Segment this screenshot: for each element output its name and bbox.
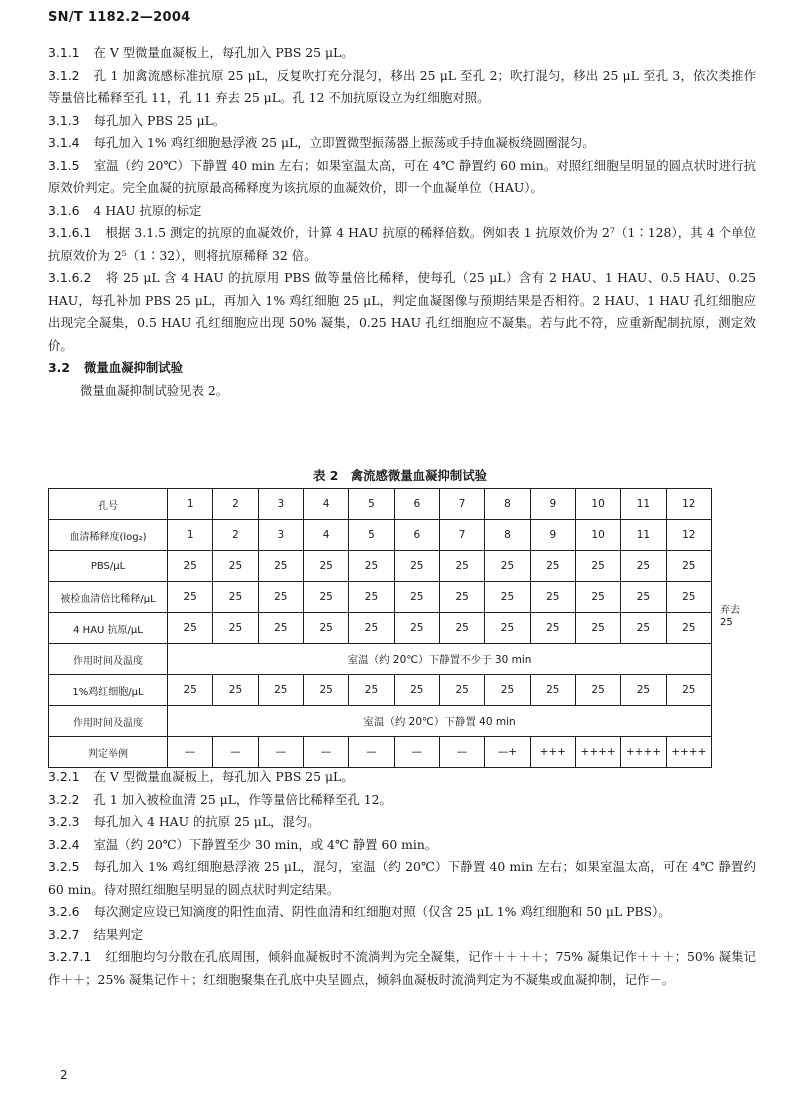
page-number: 2 <box>60 1068 68 1082</box>
table-cell: 25 <box>666 675 711 706</box>
table-cell: 11 <box>621 489 666 520</box>
table-cell: 5 <box>349 489 394 520</box>
hi-test-table <box>48 488 716 768</box>
table-cell: 25 <box>621 582 666 613</box>
clause-3-1-6: 3.1.6 4 HAU 抗原的标定 <box>48 202 202 218</box>
table-cell: 25 <box>168 613 213 644</box>
clause-3-1-1: 3.1.1 在 V 型微量血凝板上，每孔加入 PBS 25 μL。 <box>48 45 354 60</box>
table-row <box>49 489 712 520</box>
table-cell: 25 <box>349 582 394 613</box>
clause-3-2-2: 3.2.2 孔 1 加入被检血清 25 μL，作等量倍比稀释至孔 12。 <box>48 791 392 807</box>
table-cell: 3 <box>258 489 303 520</box>
table-cell: 25 <box>530 675 575 706</box>
intro-3-2: 微量血凝抑制试验见表 2。 <box>80 382 229 398</box>
table-cell: 25 <box>258 675 303 706</box>
table-cell: — <box>303 737 348 768</box>
table-cell: 2 <box>213 489 258 520</box>
section-3-1-text <box>48 42 756 402</box>
table-row <box>49 706 712 737</box>
table-cell: — <box>394 737 439 768</box>
table-cell: 25 <box>168 551 213 582</box>
table-cell: 11 <box>621 520 666 551</box>
table-cell: 25 <box>621 675 666 706</box>
table-cell: 25 <box>575 551 620 582</box>
table-cell: 5 <box>349 520 394 551</box>
row-label: 作用时间及温度 <box>49 706 168 737</box>
clause-3-2-7-1: 3.2.7.1 红细胞均匀分散在孔底周围，倾斜血凝板时不流淌判为完全凝集，记作＋＋＋＋；75% 凝集记作＋＋＋；50% 凝集记作＋＋；25% 凝集记作＋；红细胞聚集在孔底中央呈圆点，倾斜血凝板时流淌判定为不凝集或血凝抑制，记作－。 <box>48 949 756 987</box>
table-row <box>49 737 712 768</box>
section-heading-3-2: 3.2 微量血凝抑制试验 <box>48 360 184 375</box>
clause-3-1-2: 3.1.2 孔 1 加禽流感标准抗原 25 μL，反复吹打充分混匀，移出 25 μL 至孔 2；吹打混匀，移出 25 μL 至孔 3，依次类推作等量倍比稀释至孔 11，孔 11 弃去 25 μL。孔 12 不加抗原设立为红细胞对照。 <box>48 67 756 105</box>
table-cell: 25 <box>168 582 213 613</box>
table-cell: 25 <box>439 675 484 706</box>
table-cell: 25 <box>394 582 439 613</box>
clause-3-1-5: 3.1.5 室温（约 20℃）下静置 40 min 左右；如果室温太高，可在 4℃ 静置约 60 min。对照红细胞呈明显的圆点状时进行抗原效价判定。完全血凝的抗原最高稀释度为该抗原的血凝效价，即一个血凝单位（HAU）。 <box>48 157 756 195</box>
row-label: 孔号 <box>49 489 168 520</box>
discard-note: 弃去 25 <box>720 605 740 628</box>
clause-3-2-7: 3.2.7 结果判定 <box>48 926 144 942</box>
condition-cell: 室温（约 20℃）下静置不少于 30 min <box>168 644 712 675</box>
table-row <box>49 613 712 644</box>
table-row <box>49 520 712 551</box>
table-cell: 1 <box>168 520 213 551</box>
row-label: 判定举例 <box>49 737 168 768</box>
table-cell: 25 <box>303 675 348 706</box>
table-cell: 8 <box>485 489 530 520</box>
clause-3-2-6: 3.2.6 每次测定应设已知滴度的阳性血清、阴性血清和红细胞对照（仅含 25 μL 1% 鸡红细胞和 50 μL PBS）。 <box>48 904 671 919</box>
table-cell: 25 <box>621 613 666 644</box>
table-title: 表 2 禽流感微量血凝抑制试验 <box>312 468 487 483</box>
table-cell: 25 <box>485 582 530 613</box>
table-row <box>49 644 712 675</box>
table-cell: 25 <box>168 675 213 706</box>
clause-3-1-6-1: 3.1.6.1 根据 3.1.5 测定的抗原的血凝效价，计算 4 HAU 抗原的稀释倍数。例如表 1 抗原效价为 2⁷（1∶128），其 4 个单位抗原效价为 2⁵（1∶32），则将抗原稀释 32 倍。 <box>48 225 756 263</box>
table-cell: 25 <box>439 582 484 613</box>
table-cell: 12 <box>666 520 711 551</box>
table-cell: — <box>258 737 303 768</box>
table-cell: — <box>213 737 258 768</box>
row-label: 血清稀释度(log₂) <box>49 520 168 551</box>
row-label: 作用时间及温度 <box>49 644 168 675</box>
table-cell: 9 <box>530 520 575 551</box>
table-cell: 4 <box>303 489 348 520</box>
table-cell: 8 <box>485 520 530 551</box>
table-cell: — <box>168 737 213 768</box>
table-cell: 25 <box>349 613 394 644</box>
table-cell: 25 <box>575 613 620 644</box>
section-3-2-text <box>48 766 756 991</box>
table-cell: ++++ <box>621 737 666 768</box>
table-cell: 7 <box>439 520 484 551</box>
table-cell: 4 <box>303 520 348 551</box>
row-label: 被检血清倍比稀释/μL <box>49 582 168 613</box>
table-cell: 25 <box>394 551 439 582</box>
table-row <box>49 582 712 613</box>
table-cell: 25 <box>394 675 439 706</box>
table-cell: 25 <box>213 551 258 582</box>
table-cell: — <box>349 737 394 768</box>
table-cell: 25 <box>213 613 258 644</box>
table-cell: 2 <box>213 520 258 551</box>
table-cell: 25 <box>530 613 575 644</box>
table-cell: 25 <box>666 551 711 582</box>
table-cell: ++++ <box>575 737 620 768</box>
table-cell: 25 <box>485 675 530 706</box>
table-cell: 1 <box>168 489 213 520</box>
table-cell: 25 <box>349 675 394 706</box>
table-cell: 3 <box>258 520 303 551</box>
table-cell: 6 <box>394 489 439 520</box>
clause-3-2-4: 3.2.4 室温（约 20℃）下静置至少 30 min，或 4℃ 静置 60 min。 <box>48 836 438 852</box>
table-cell: 25 <box>213 582 258 613</box>
table-cell: 25 <box>213 675 258 706</box>
table-cell: 25 <box>394 613 439 644</box>
table-cell: 25 <box>439 613 484 644</box>
table-cell: 25 <box>303 582 348 613</box>
clause-3-2-1: 3.2.1 在 V 型微量血凝板上，每孔加入 PBS 25 μL。 <box>48 769 354 784</box>
table-cell: 25 <box>485 551 530 582</box>
table-row <box>49 551 712 582</box>
table-cell: — <box>439 737 484 768</box>
table-cell: ++++ <box>666 737 711 768</box>
table-cell: 25 <box>666 582 711 613</box>
table-cell: +++ <box>530 737 575 768</box>
table-cell: —+ <box>485 737 530 768</box>
table-cell: 25 <box>575 675 620 706</box>
table-cell: 9 <box>530 489 575 520</box>
table-cell: 7 <box>439 489 484 520</box>
row-label: PBS/μL <box>49 551 168 582</box>
row-label: 4 HAU 抗原/μL <box>49 613 168 644</box>
table-cell: 25 <box>258 551 303 582</box>
table-cell: 25 <box>485 613 530 644</box>
row-label: 1%鸡红细胞/μL <box>49 675 168 706</box>
table-cell: 25 <box>439 551 484 582</box>
table-cell: 10 <box>575 520 620 551</box>
clause-3-1-3: 3.1.3 每孔加入 PBS 25 μL。 <box>48 112 226 128</box>
table-cell: 10 <box>575 489 620 520</box>
table-cell: 25 <box>530 582 575 613</box>
condition-cell: 室温（约 20℃）下静置 40 min <box>168 706 712 737</box>
table-cell: 6 <box>394 520 439 551</box>
table-cell: 25 <box>349 551 394 582</box>
table-cell: 25 <box>666 613 711 644</box>
clause-3-2-3: 3.2.3 每孔加入 4 HAU 的抗原 25 μL，混匀。 <box>48 814 320 829</box>
table-cell: 25 <box>303 613 348 644</box>
table-cell: 25 <box>303 551 348 582</box>
table-cell: 25 <box>530 551 575 582</box>
table-cell: 12 <box>666 489 711 520</box>
clause-3-2-5: 3.2.5 每孔加入 1% 鸡红细胞悬浮液 25 μL，混匀，室温（约 20℃）下静置 40 min 左右；如果室温太高，可在 4℃ 静置约 60 min。待对照红细胞呈明显的圆点状时判定结果。 <box>48 859 756 897</box>
standard-header: SN/T 1182.2—2004 <box>48 10 191 25</box>
table-row <box>49 675 712 706</box>
clause-3-1-4: 3.1.4 每孔加入 1% 鸡红细胞悬浮液 25 μL，立即置微型振荡器上振荡或手持血凝板绕圆圈混匀。 <box>48 135 595 150</box>
table-cell: 25 <box>258 582 303 613</box>
clause-3-1-6-2: 3.1.6.2 将 25 μL 含 4 HAU 的抗原用 PBS 做等量倍比稀释，使每孔（25 μL）含有 2 HAU、1 HAU、0.5 HAU、0.25 HAU，每孔补加 PBS 25 μL，再加入 1% 鸡红细胞 25 μL，判定血凝图像与预期结果是否相符。2 HAU、1 HAU 孔红细胞应出现完全凝集，0.5 HAU 孔红细胞应出现 50% 凝集，0.25 HAU 孔红细胞应不凝集。若与此不符，应重新配制抗原，测定效价。 <box>48 270 756 353</box>
table-cell: 25 <box>621 551 666 582</box>
table-cell: 25 <box>258 613 303 644</box>
table-cell: 25 <box>575 582 620 613</box>
